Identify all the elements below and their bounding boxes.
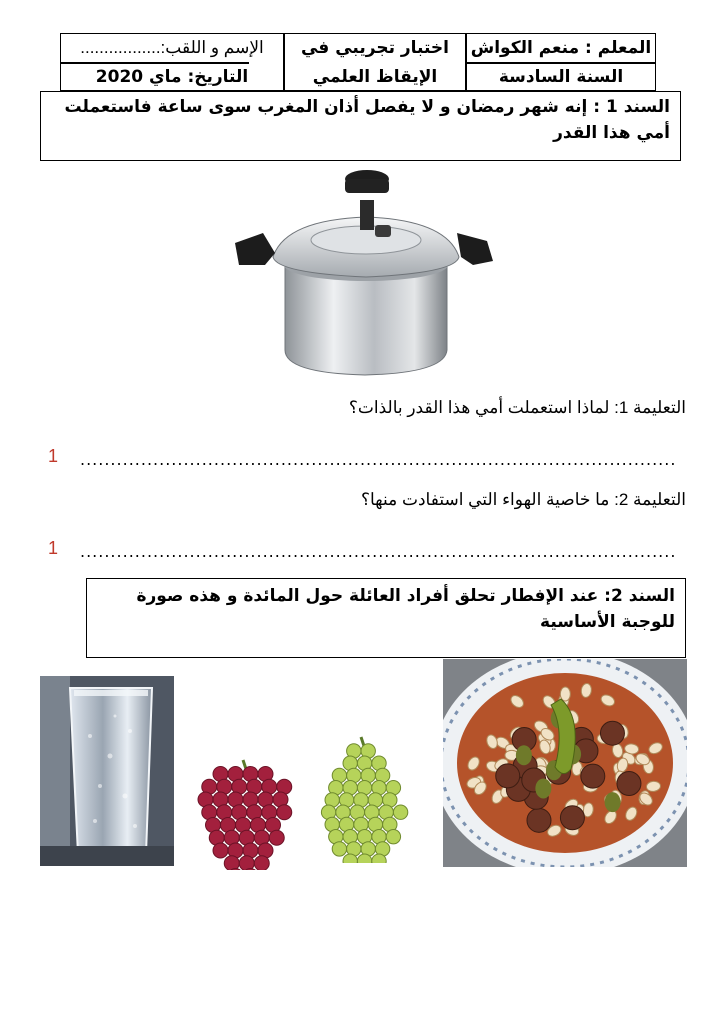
- glass-of-water-image: [40, 676, 174, 866]
- instruction1-answer-line[interactable]: ..................................................................................................: [80, 450, 677, 469]
- support2-box: [86, 578, 686, 658]
- header-table: [60, 33, 656, 91]
- exam-title-line2: الإيقاظ العلمي: [312, 66, 438, 87]
- support1-text: السند 1 : إنه شهر رمضان و لا يفصل أذان المغرب سوى ساعة فاستعملت أمي هذا القدر: [64, 97, 670, 143]
- exam-title-line1: اختبار تجريبي في: [300, 38, 450, 58]
- date-field: التاريخ: ماي 2020: [95, 66, 249, 87]
- support1-box: [40, 91, 681, 161]
- instruction2-text: التعليمة 2: ما خاصية الهواء التي استفادت منها؟: [360, 490, 686, 509]
- red-grapes-image: [183, 752, 308, 870]
- name-field: الإسم و اللقب:.................: [80, 38, 264, 57]
- pressure-cooker-image: [225, 165, 495, 380]
- instruction1-mark: 1: [48, 446, 59, 466]
- green-grapes-image: [305, 733, 430, 863]
- instruction2-answer-line[interactable]: ..................................................................................................: [80, 542, 677, 561]
- instruction2-mark: 1: [48, 538, 59, 558]
- support2-text: السند 2: عند الإفطار تحلق أفراد العائلة حول المائدة و هذه صورة للوجبة الأساسية: [136, 586, 675, 632]
- teacher-name: المعلم : منعم الكواش: [470, 38, 652, 58]
- bean-meatball-dish-image: [443, 659, 687, 867]
- grade-level: السنة السادسة: [498, 66, 624, 87]
- instruction1-text: التعليمة 1: لماذا استعملت أمي هذا القدر بالذات؟: [348, 398, 686, 417]
